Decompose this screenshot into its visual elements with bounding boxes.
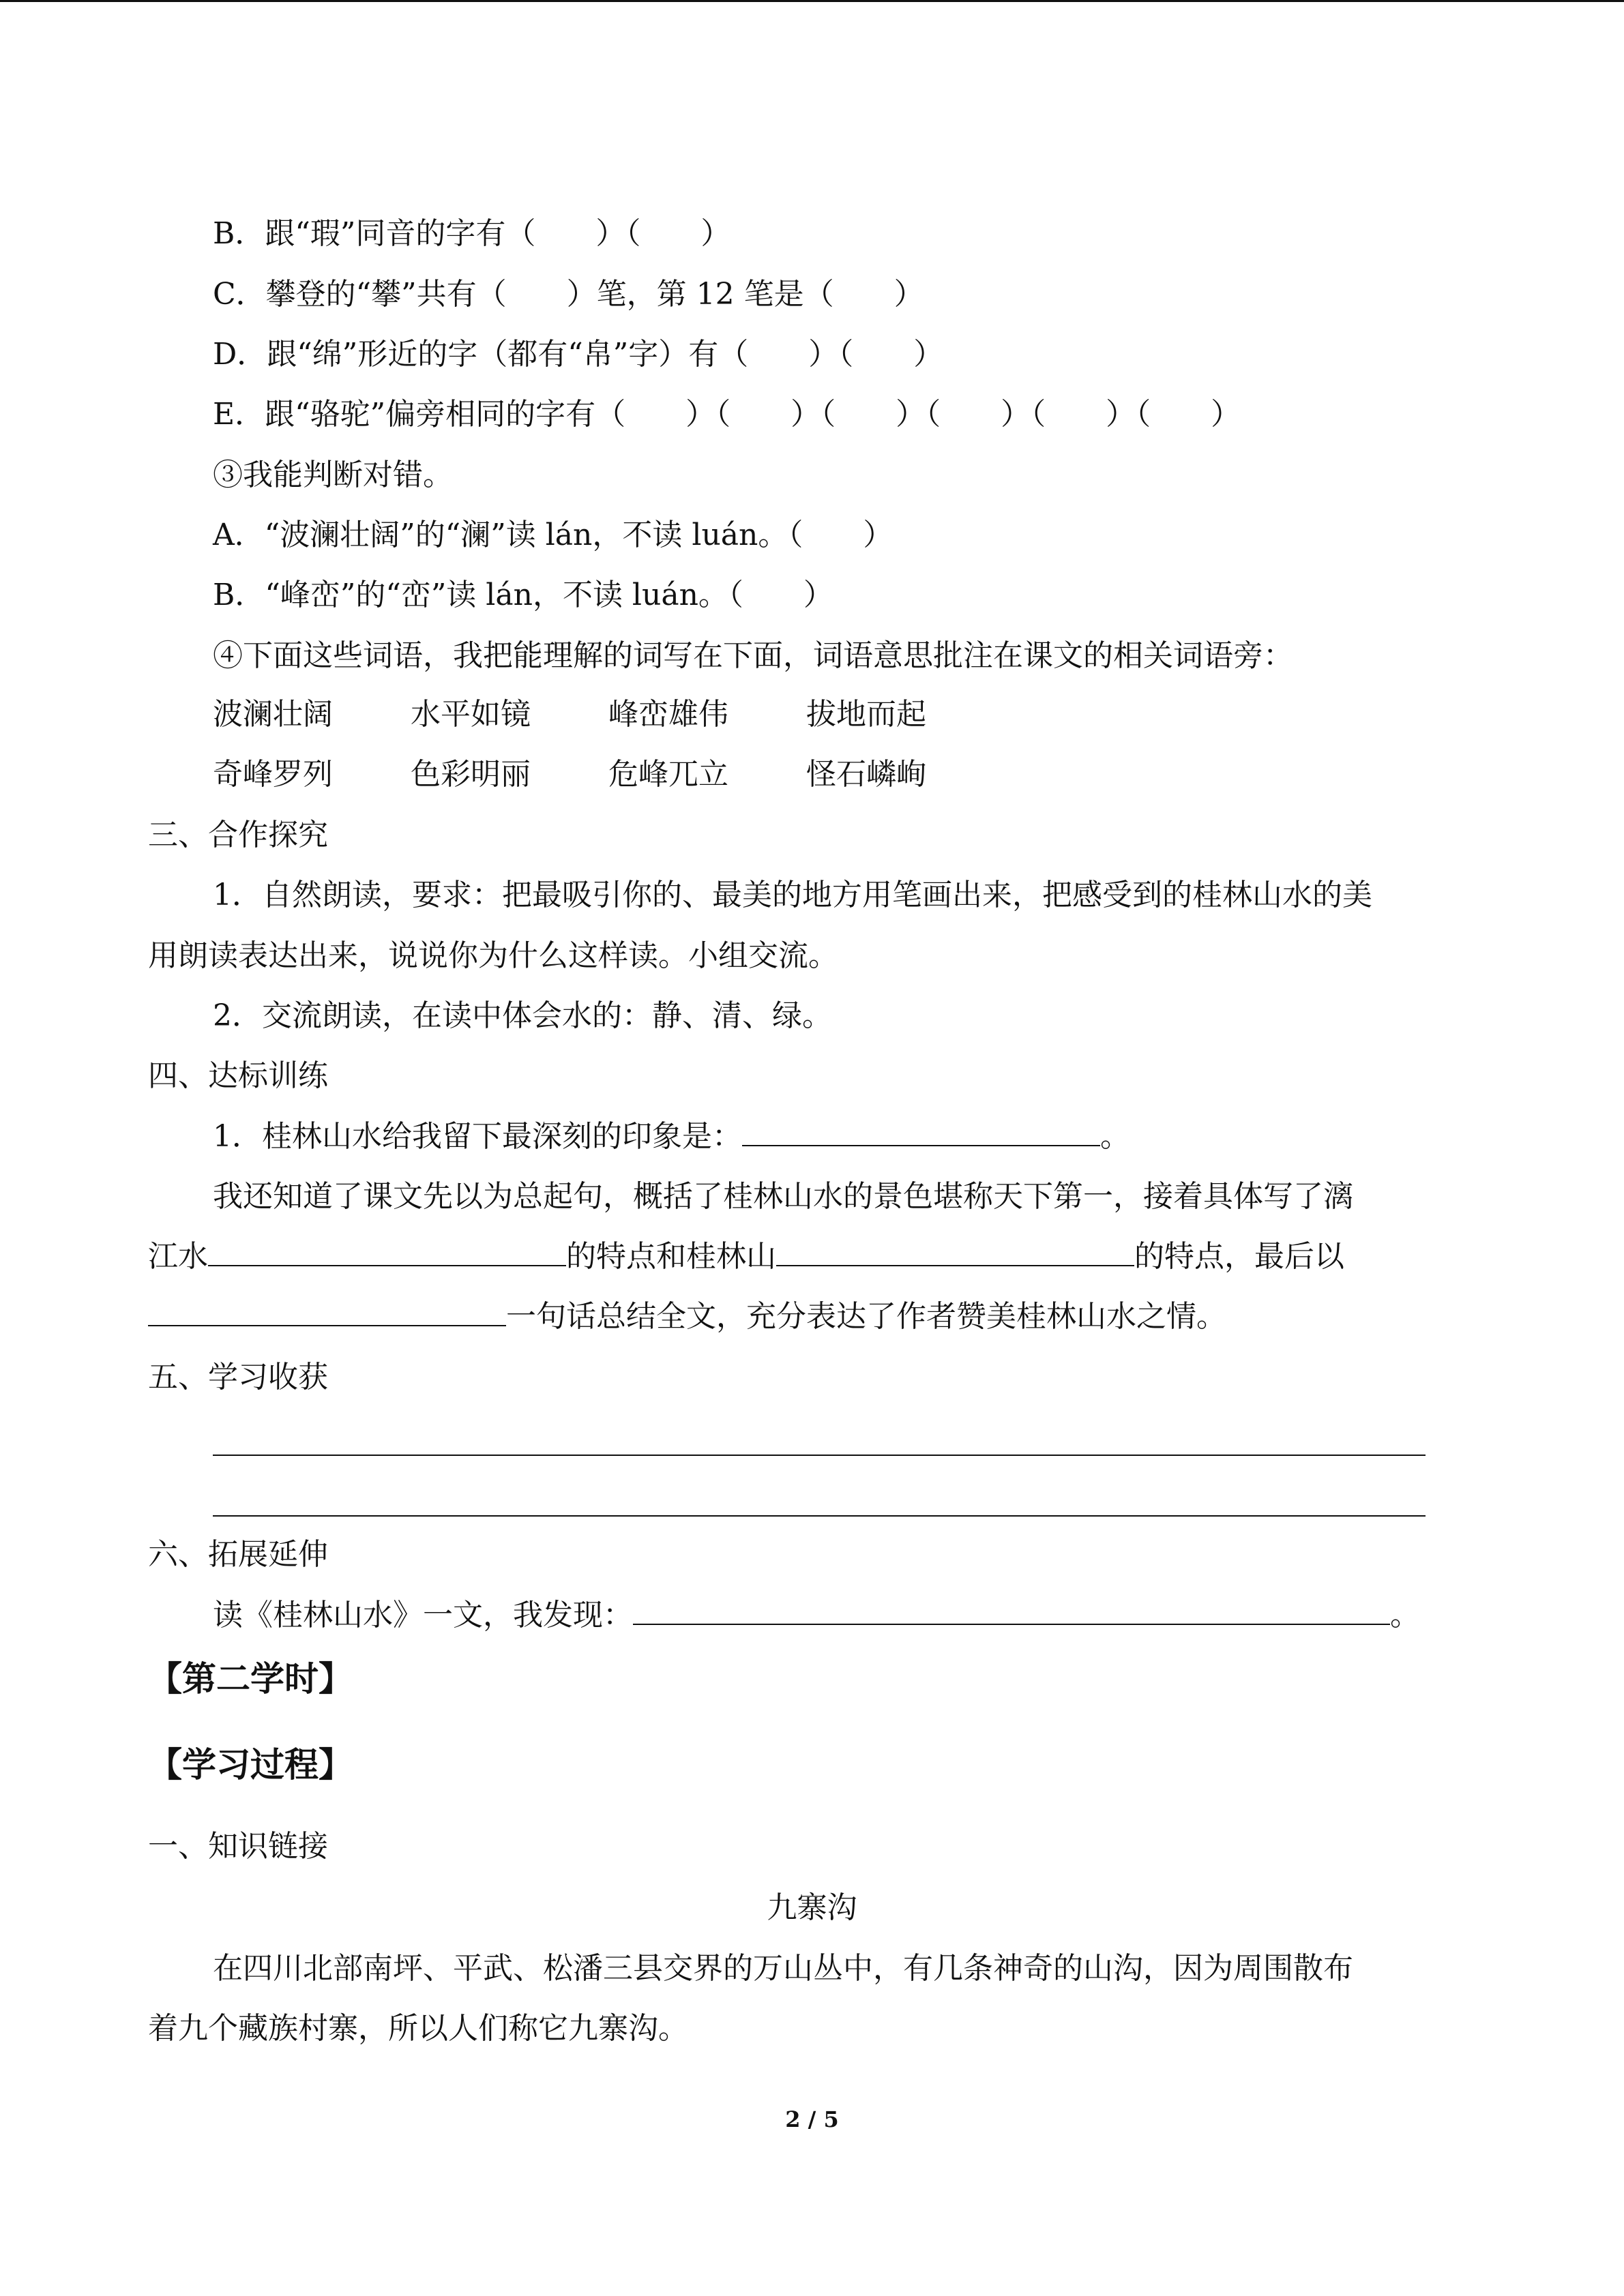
question-c-pan: C．攀登的“攀”共有（ ）笔，第 12 笔是（ ） (213, 277, 924, 312)
section-5-heading: 五、学习收获 (148, 1360, 328, 1395)
answer-blank-discovery[interactable] (633, 1596, 1390, 1625)
section-4-q1-end: 。 (1100, 1119, 1130, 1154)
article-p-line2: 着九个藏族村寨，所以人们称它九寨沟。 (148, 2011, 688, 2046)
word-item: 水平如镜 (411, 697, 531, 732)
article-title: 九寨沟 (767, 1890, 857, 1925)
article-p-line1: 在四川北部南坪、平武、松潘三县交界的万山丛中，有几条神奇的山沟，因为周围散布 (213, 1951, 1353, 1986)
question-d-mian: D．跟“绵”形近的字（都有“帛”字）有（ ）（ ） (213, 337, 944, 372)
second-period-heading: 【第二学时】 (148, 1658, 353, 1699)
section-6-question-end: 。 (1390, 1598, 1420, 1632)
answer-blank-summary[interactable] (148, 1298, 506, 1326)
learning-process-heading: 【学习过程】 (148, 1744, 353, 1785)
question-3-b: B．“峰峦”的“峦”读 lán，不读 luán。（ ） (213, 578, 833, 612)
answer-line-harvest-2[interactable] (213, 1515, 1426, 1517)
section-4-p-line1: 我还知道了课文先以为总起句，概括了桂林山水的景色堪称天下第一，接着具体写了漓 (213, 1179, 1353, 1214)
section-4-heading: 四、达标训练 (148, 1058, 328, 1093)
section-6-question (213, 1596, 1420, 1635)
word-item: 奇峰罗列 (213, 757, 333, 792)
section-4-p-line2-b: 的特点和桂林山 (566, 1239, 776, 1274)
word-item: 波澜壮阔 (213, 697, 333, 732)
section-3-heading: 三、合作探究 (148, 818, 328, 852)
word-item: 峰峦雄伟 (608, 697, 728, 732)
answer-line-harvest-1[interactable] (213, 1455, 1426, 1456)
section-3-p1-line1: 1．自然朗读，要求：把最吸引你的、最美的地方用笔画出来，把感受到的桂林山水的美 (213, 878, 1372, 912)
section-4-p-line3-text: 一句话总结全文，充分表达了作者赞美桂林山水之情。 (506, 1299, 1226, 1334)
section-4-p-line2 (148, 1238, 1344, 1276)
section-4-q1 (213, 1118, 1130, 1156)
section-3-p1-line2: 用朗读表达出来，说说你为什么这样读。小组交流。 (148, 938, 838, 973)
section-4-p-line3 (148, 1298, 1226, 1336)
section-3-p2: 2．交流朗读，在读中体会水的：静、清、绿。 (213, 998, 832, 1033)
section-4-p-line2-c: 的特点，最后以 (1134, 1239, 1344, 1274)
word-item: 怪石嶙峋 (806, 757, 926, 792)
question-b-xia: B．跟“瑕”同音的字有（ ）（ ） (213, 216, 731, 251)
question-e-luotuo: E．跟“骆驼”偏旁相同的字有（ ）（ ）（ ）（ ）（ ）（ ） (213, 397, 1241, 432)
section-6-question-text: 读《桂林山水》一文，我发现： (213, 1598, 633, 1632)
word-row-1 (213, 696, 1004, 734)
question-3-heading: ③我能判断对错。 (213, 458, 453, 492)
page-top-border (0, 0, 1624, 2)
section-4-q1-text: 1．桂林山水给我留下最深刻的印象是： (213, 1119, 742, 1154)
word-item: 拔地而起 (806, 697, 926, 732)
section-6-heading: 六、拓展延伸 (148, 1537, 328, 1572)
page-number: 2 / 5 (785, 2106, 839, 2132)
word-row-2 (213, 756, 1004, 794)
section-4-p-line2-a: 江水 (148, 1239, 208, 1274)
question-3-a: A．“波澜壮阔”的“澜”读 lán，不读 luán。（ ） (213, 518, 894, 552)
word-item: 危峰兀立 (608, 757, 728, 792)
section-1-heading: 一、知识链接 (148, 1829, 328, 1864)
answer-blank-guilin-mountain[interactable] (776, 1238, 1134, 1266)
word-item: 色彩明丽 (411, 757, 531, 792)
answer-blank-impression[interactable] (742, 1118, 1100, 1146)
answer-blank-lijiang-water[interactable] (208, 1238, 566, 1266)
question-4-heading: ④下面这些词语，我把能理解的词写在下面，词语意思批注在课文的相关词语旁： (213, 638, 1293, 673)
